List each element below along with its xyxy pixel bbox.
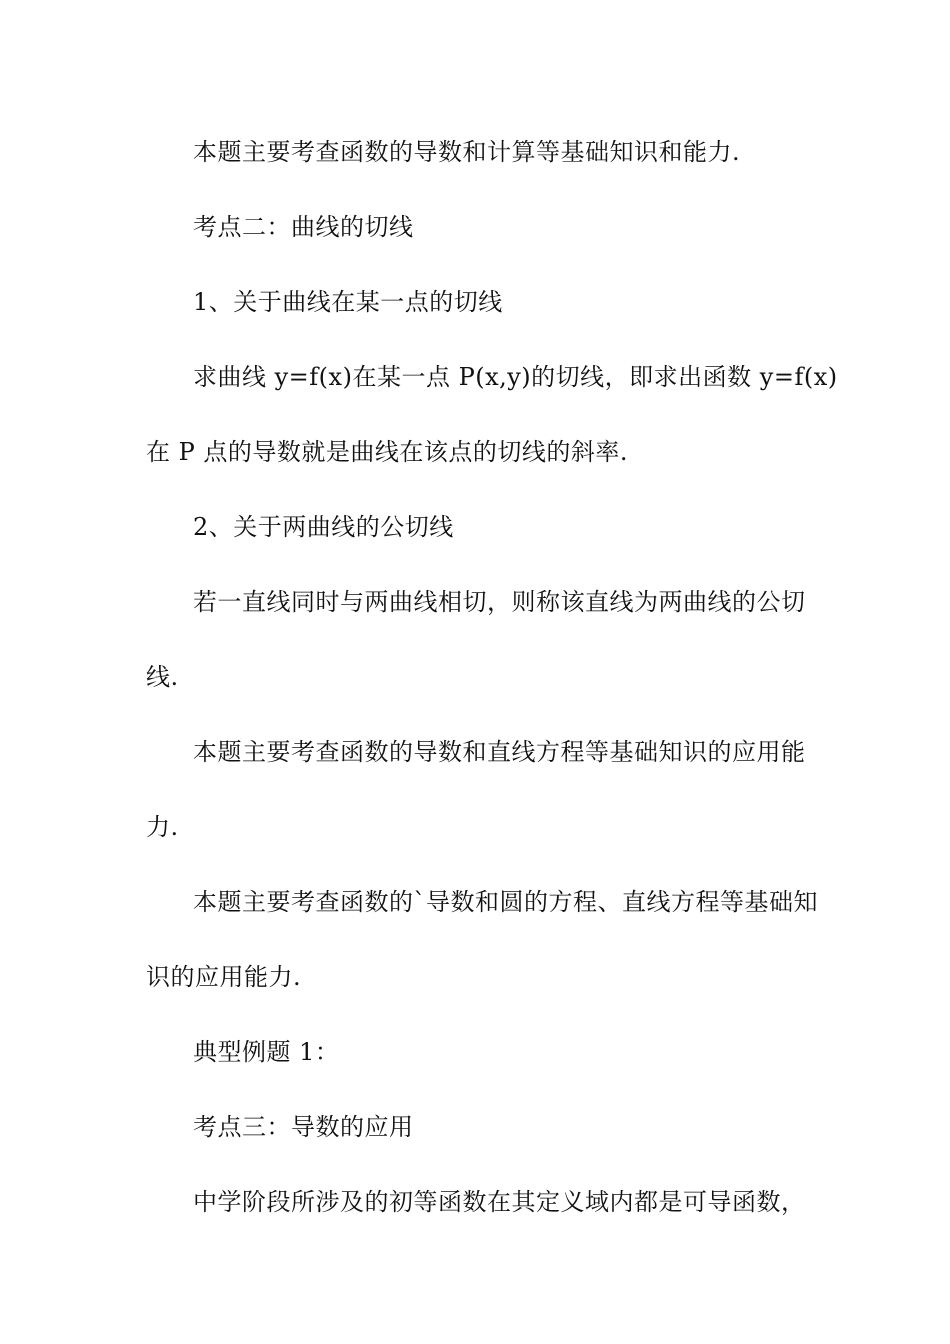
paragraph-line-4: 本题主要考查函数的导数和直线方程等基础知识的应用能 [193,738,806,766]
paragraph-line-4-cont: 力. [146,813,179,841]
subsection-heading-1: 1、关于曲线在某一点的切线 [193,288,503,316]
section-heading-2: 考点二：曲线的切线 [193,213,414,241]
paragraph-line-2: 求曲线 y=f(x)在某一点 P(x,y)的切线，即求出函数 y=f(x) [193,363,838,391]
example-heading: 典型例题 1： [193,1038,340,1066]
paragraph-line-5-cont: 识的应用能力. [146,963,302,991]
paragraph-line-3-cont: 线. [146,663,179,691]
paragraph-line-5: 本题主要考查函数的`导数和圆的方程、直线方程等基础知 [193,888,818,916]
paragraph-line-3: 若一直线同时与两曲线相切，则称该直线为两曲线的公切 [193,588,806,616]
paragraph-line-1: 本题主要考查函数的导数和计算等基础知识和能力. [193,138,741,166]
section-heading-3: 考点三：导数的应用 [193,1113,414,1141]
subsection-heading-2: 2、关于两曲线的公切线 [193,513,454,541]
paragraph-line-2-cont: 在 P 点的导数就是曲线在该点的切线的斜率. [146,438,629,466]
paragraph-line-6: 中学阶段所涉及的初等函数在其定义域内都是可导函数， [193,1188,806,1216]
